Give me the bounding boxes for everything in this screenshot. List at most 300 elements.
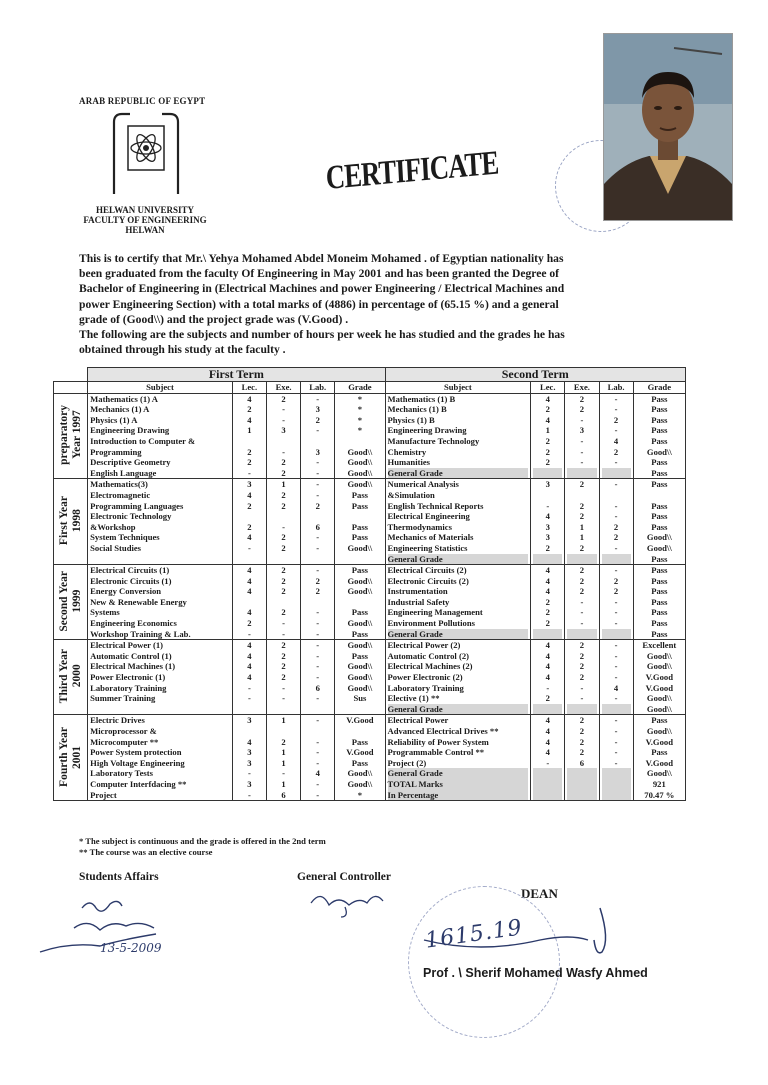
t2-subject-value: Electrical Machines (2) (387, 661, 473, 672)
t2-lec-cell (531, 715, 565, 801)
t2-lab-value: 2 (613, 414, 619, 425)
t1-lec-value: 2 (247, 500, 252, 511)
t2-subject-value: Manufacture Technology (387, 435, 480, 446)
t1-subject-value: Electronic Technology (90, 511, 172, 522)
t1-subject-value: Energy Conversion (90, 586, 162, 597)
t1-lab-value: 6 (315, 521, 320, 532)
t2-exe-value (567, 768, 596, 779)
t2-subject-cell (385, 565, 531, 640)
t1-grade-cell (335, 640, 385, 715)
t1-subject-cell (88, 479, 233, 565)
t2-subject-value: Electrical Circuits (2) (387, 565, 467, 576)
t2-exe-value (567, 704, 596, 715)
col-lec: Lec. (232, 382, 266, 394)
t1-grade-cell (335, 565, 385, 640)
t2-grade-value: Excellent (642, 640, 677, 651)
t1-lec-value: 4 (247, 565, 252, 576)
t1-lab-value: - (316, 532, 320, 543)
t2-exe-value: 2 (579, 650, 585, 661)
t1-grade-value (337, 511, 382, 522)
t2-lab-value (602, 554, 631, 565)
t1-lec-cell (232, 640, 266, 715)
t2-lec-value (533, 629, 562, 640)
t2-lab-value: - (614, 500, 618, 511)
t2-exe-value: 3 (579, 425, 585, 436)
t2-subject-value: Electrical Power (387, 715, 449, 726)
t2-lab-value: 2 (613, 446, 619, 457)
t1-grade-value: * (357, 425, 363, 436)
t2-lab-value: 2 (613, 586, 619, 597)
t1-exe-value: - (282, 414, 285, 425)
body-line-5: grade of (Good\\) and the project grade was (V.Good) . (79, 312, 349, 326)
second-term-header: Second Term (385, 368, 685, 382)
t2-grade-value: Pass (651, 457, 668, 468)
t2-subject-value: &Simulation (387, 489, 435, 500)
t2-lab-cell (599, 479, 633, 565)
t1-lec-value (235, 511, 264, 522)
t1-subject-value: Introduction to Computer & (90, 435, 196, 446)
t2-lab-value (602, 704, 631, 715)
t2-exe-value (567, 779, 596, 790)
t2-grade-value: Pass (651, 521, 668, 532)
t2-subject-cell (385, 393, 531, 479)
year-label-cell (54, 393, 88, 479)
t2-lec-value: 4 (545, 650, 550, 661)
t2-grade-cell (633, 479, 685, 565)
t1-exe-value: 2 (281, 489, 286, 500)
t2-grade-value: Pass (651, 479, 668, 490)
t1-exe-value: 3 (281, 425, 286, 436)
t2-subject-value: Project (2) (387, 757, 427, 768)
footnote-continuous: * The subject is continuous and the grade is offered in the 2nd term (79, 836, 326, 846)
t2-lab-value: 2 (613, 521, 619, 532)
year-row (54, 715, 686, 801)
t2-lab-value (602, 779, 631, 790)
t1-exe-value: 1 (281, 757, 286, 768)
t1-lec-value: 4 (247, 640, 252, 651)
t2-grade-value: Pass (651, 586, 668, 597)
t1-grade-value: Good\\ (347, 661, 373, 672)
t1-grade-value (337, 436, 382, 447)
t2-lec-value (533, 790, 562, 801)
t1-lec-value (235, 726, 264, 737)
t2-lab-value: - (614, 747, 618, 758)
t2-subject-value: Electrical Power (2) (387, 640, 461, 651)
t1-subject-value: Programming (90, 446, 142, 457)
t2-lec-value: 4 (545, 715, 550, 726)
t2-exe-value: - (580, 457, 584, 468)
t1-subject-value: Electronic Circuits (1) (90, 575, 172, 586)
t1-lab-value: 6 (315, 682, 320, 693)
t2-subject-value: Automatic Control (2) (387, 650, 469, 661)
t1-grade-value: Good\\ (347, 672, 373, 683)
t2-subject-value: Programmable Control ** (387, 747, 485, 758)
t2-lec-cell (531, 393, 565, 479)
year-row (54, 565, 686, 640)
t2-lec-value: - (546, 757, 550, 768)
t1-exe-cell (266, 640, 300, 715)
t2-lec-value: 4 (545, 672, 550, 683)
t1-lab-value: - (316, 628, 320, 639)
t1-subject-value: Systems (90, 607, 120, 618)
col-lab-2: Lab. (599, 382, 633, 394)
t1-lab-value: 3 (315, 404, 320, 415)
university-logo (108, 112, 184, 196)
year-label-cell (54, 565, 88, 640)
t2-exe-value: - (580, 435, 584, 446)
t2-grade-value: V.Good (645, 757, 673, 768)
certification-paragraph (79, 251, 691, 357)
t1-lab-value: - (316, 715, 320, 726)
t1-lec-value (235, 597, 264, 608)
t2-lec-value: 2 (545, 596, 550, 607)
t1-exe-value: - (282, 768, 285, 779)
t2-subject-value: Power Electronic (2) (387, 672, 463, 683)
t1-subject-value: Summer Training (90, 693, 156, 704)
t2-subject-value: Physics (1) B (387, 414, 435, 425)
t2-lec-value: 4 (545, 747, 550, 758)
t2-exe-value (567, 790, 596, 801)
t1-subject-value: Programming Languages (90, 500, 184, 511)
t2-grade-value: 70.47 % (644, 789, 675, 800)
t1-exe-value: 2 (281, 500, 286, 511)
t1-lec-value: 4 (247, 414, 252, 425)
t2-exe-value: - (580, 607, 584, 618)
t2-lab-value: - (614, 511, 618, 522)
t2-subject-value: General Grade (388, 468, 529, 479)
t1-lec-value: 4 (247, 575, 252, 586)
t2-grade-value: Pass (651, 715, 668, 726)
t1-lec-value: 2 (247, 404, 252, 415)
t2-lec-value: 4 (545, 640, 550, 651)
t2-subject-value: Engineering Management (387, 607, 483, 618)
t2-grade-value: Pass (651, 425, 668, 436)
t2-lab-value: - (614, 693, 618, 704)
t2-exe-cell (565, 565, 599, 640)
t1-exe-value: 2 (281, 457, 286, 468)
t1-subject-value: System Techniques (90, 532, 160, 543)
t1-subject-value: English Language (90, 467, 157, 478)
t2-subject-value: General Grade (388, 768, 529, 779)
body-line-3: Bachelor of Engineering in (Electrical Machines and power Engineering / Electrical Machines and (79, 282, 565, 296)
t1-lec-cell (232, 715, 266, 801)
t2-lec-value: 3 (545, 479, 550, 490)
body-line-2: been graduated from the faculty Of Engineering in May 2001 and has been granted the Degree of (79, 267, 560, 281)
t2-grade-value (636, 490, 683, 501)
body-line-6: The following are the subjects and number of hours per week he has studied and the grades he has (79, 328, 565, 342)
t2-subject-value: General Grade (388, 704, 529, 715)
first-term-header: First Term (88, 368, 385, 382)
t2-exe-value: 6 (579, 757, 585, 768)
t2-grade-value: V.Good (645, 736, 673, 747)
t1-grade-value: * (357, 414, 363, 425)
t2-subject-value: Thermodynamics (387, 521, 452, 532)
t2-grade-value: Good\\ (646, 650, 672, 661)
t2-lab-value (602, 490, 631, 501)
t1-lab-value (303, 597, 332, 608)
t2-grade-cell (633, 393, 685, 479)
t2-grade-value: Pass (651, 414, 668, 425)
t2-lec-value (533, 554, 562, 565)
t2-lab-value: - (614, 661, 618, 672)
t2-grade-value: V.Good (645, 682, 673, 693)
t1-lec-value: - (247, 542, 251, 553)
t2-subject-value: General Grade (388, 554, 529, 565)
t1-lab-cell (301, 565, 335, 640)
t2-lab-value: 4 (613, 435, 619, 446)
t2-subject-value: Numerical Analysis (387, 479, 459, 490)
t2-grade-value: Pass (651, 511, 668, 522)
t2-grade-value: Pass (651, 467, 668, 478)
t1-exe-value: - (282, 404, 285, 415)
t1-lab-value: - (316, 757, 320, 768)
t1-exe-value: 2 (281, 607, 286, 618)
t1-lec-value: 4 (247, 532, 252, 543)
t2-lab-value (602, 768, 631, 779)
t1-lec-value: 4 (247, 672, 252, 683)
t1-lab-value: 4 (315, 768, 320, 779)
t1-subject-value: Laboratory Training (90, 682, 167, 693)
t1-lab-cell (301, 640, 335, 715)
t2-lec-value (533, 704, 562, 715)
t2-lec-value: 2 (545, 446, 550, 457)
body-line-1: This is to certify that Mr.\ Yehya Mohamed Abdel Moneim Mohamed . of Egyptian nationality has (79, 252, 564, 265)
t2-grade-value: 921 (652, 778, 666, 789)
t2-subject-value: Elective (1) ** (387, 693, 440, 704)
t1-exe-value: 2 (281, 467, 286, 478)
t2-lec-value: 2 (545, 435, 550, 446)
t1-grade-value: V.Good (346, 715, 374, 726)
t1-lec-value: 4 (247, 586, 252, 597)
t2-grade-value: Good\\ (646, 703, 672, 714)
t2-lab-cell (599, 565, 633, 640)
t1-lab-value: - (316, 736, 320, 747)
t1-grade-value: Pass (351, 521, 369, 532)
t1-lec-value: - (247, 768, 251, 779)
t2-lec-value: 3 (545, 532, 550, 543)
t2-lab-value: - (614, 607, 618, 618)
t2-exe-value (567, 468, 596, 479)
certificate-title: CERTIFICATE (324, 144, 500, 197)
general-controller-label: General Controller (297, 871, 391, 883)
footnote-elective: ** The course was an elective course (79, 847, 213, 857)
year-label: Second Year 1999 (57, 570, 83, 632)
t1-exe-value: 2 (281, 586, 286, 597)
t2-exe-value (567, 629, 596, 640)
t2-exe-value: 2 (579, 747, 585, 758)
t1-exe-value: 2 (281, 542, 286, 553)
t1-subject-value: Microprocessor & (90, 726, 157, 736)
t2-exe-value: - (580, 618, 584, 629)
t2-subject-value: Humanities (387, 457, 431, 468)
student-photo (603, 33, 733, 221)
t2-exe-value: 2 (579, 736, 585, 747)
t1-lec-value: 3 (247, 715, 252, 726)
t2-lec-value: - (546, 682, 550, 693)
year-row (54, 640, 686, 715)
t1-lec-value: - (247, 467, 251, 478)
dean-signature-icon (420, 900, 650, 960)
dean-name: Prof . \ Sherif Mohamed Wasfy Ahmed (423, 966, 648, 980)
t1-lab-value: - (316, 467, 320, 478)
t1-grade-value: Good\\ (347, 575, 373, 586)
t2-grade-value: Good\\ (646, 532, 672, 543)
t2-subject-value: Laboratory Training (387, 682, 464, 693)
t2-lec-value: 3 (545, 521, 550, 532)
t1-exe-value: 2 (281, 736, 286, 747)
t2-exe-value: 2 (579, 393, 585, 404)
t1-lab-value: - (316, 778, 320, 789)
t2-subject-value: Electrical Engineering (387, 511, 470, 522)
t1-grade-value: Pass (351, 607, 369, 618)
t1-lec-value: 2 (247, 457, 252, 468)
t1-lab-value: - (316, 789, 320, 800)
t2-lab-value: - (614, 640, 618, 651)
t2-lec-value: 2 (545, 542, 550, 553)
t2-exe-value: 2 (579, 661, 585, 672)
t1-grade-value: Sus (353, 693, 367, 704)
t1-grade-value: Pass (351, 628, 369, 639)
t1-lab-value: - (316, 640, 320, 651)
body-line-4: power Engineering Section) with a total marks of (4886) in percentage of (65.15 %) and a general (79, 297, 559, 311)
t1-subject-cell (88, 393, 233, 479)
t2-grade-value: Good\\ (646, 542, 672, 553)
col-lec-2: Lec. (531, 382, 565, 394)
t2-lab-value: - (614, 542, 618, 553)
t1-subject-cell (88, 640, 233, 715)
t2-lec-value: 2 (545, 618, 550, 629)
t2-lab-value: 2 (613, 532, 619, 543)
t1-grade-value (337, 597, 382, 608)
t2-lec-cell (531, 565, 565, 640)
t1-subject-value: Electrical Circuits (1) (90, 565, 170, 576)
t1-exe-value (269, 436, 298, 447)
svg-text:13-5-2009: 13-5-2009 (100, 941, 162, 955)
t1-grade-value: V.Good (346, 747, 374, 758)
t1-exe-value: 2 (281, 393, 286, 404)
t2-exe-value (567, 490, 596, 501)
t1-grade-value (337, 726, 382, 737)
t2-subject-value: Mechanics of Materials (387, 532, 474, 543)
year-row (54, 393, 686, 479)
t2-subject-value: Chemistry (387, 446, 427, 457)
t2-lab-value: - (614, 457, 618, 468)
col-subject-2: Subject (385, 382, 531, 394)
students-affairs-label: Students Affairs (79, 871, 159, 883)
t1-exe-cell (266, 565, 300, 640)
t2-grade-value: Good\\ (646, 446, 672, 457)
t1-subject-value: Electrical Machines (1) (90, 661, 176, 672)
t2-lec-value: 4 (545, 565, 550, 576)
t2-subject-value: Mechanics (1) B (387, 404, 447, 415)
t2-exe-value: 2 (579, 404, 585, 415)
t1-grade-value: Good\\ (347, 640, 373, 651)
t2-exe-value: 2 (579, 542, 585, 553)
t1-lab-value: - (316, 650, 320, 661)
university-line-1: HELWAN UNIVERSITY (96, 205, 194, 215)
t1-lab-value: - (316, 661, 320, 672)
t2-lec-cell (531, 640, 565, 715)
t1-exe-value: 1 (281, 479, 286, 490)
t2-exe-value: 2 (579, 479, 585, 490)
t2-grade-value: Good\\ (646, 661, 672, 672)
t2-subject-value: Engineering Drawing (387, 425, 467, 436)
t1-exe-value: 2 (281, 672, 286, 683)
t1-lab-cell (301, 393, 335, 479)
t2-subject-value: Instrumentation (387, 586, 448, 597)
t2-lab-cell (599, 715, 633, 801)
t2-subject-value: Reliability of Power System (387, 736, 489, 747)
general-controller-signature-icon (305, 883, 395, 919)
t1-lab-value: - (316, 457, 320, 468)
university-block (70, 205, 220, 235)
col-grade-2: Grade (633, 382, 685, 394)
t1-subject-value: Microcomputer ** (90, 736, 159, 747)
t1-subject-value: New & Renewable Energy (90, 596, 187, 607)
t1-grade-value: Pass (351, 736, 369, 747)
t2-lab-value: - (614, 596, 618, 607)
t1-exe-value: - (282, 682, 285, 693)
t2-lec-value: 4 (545, 414, 550, 425)
t1-exe-cell (266, 715, 300, 801)
t1-subject-value: Power Electronic (1) (90, 672, 166, 683)
t2-grade-value: Pass (651, 596, 668, 607)
t1-lab-value: - (316, 693, 320, 704)
t2-subject-value: Engineering Statistics (387, 542, 468, 553)
t2-grade-value: Pass (651, 500, 668, 511)
t2-lab-value: - (614, 726, 618, 736)
t1-exe-value (269, 726, 298, 737)
t2-subject-value: In Percentage (388, 790, 529, 801)
t1-lec-value: 2 (247, 521, 252, 532)
t1-lab-value (303, 511, 332, 522)
t1-lab-value: - (316, 489, 320, 500)
t2-lec-value: 4 (545, 661, 550, 672)
t1-lec-value: 3 (247, 747, 252, 758)
t1-subject-value: Engineering Economics (90, 618, 177, 629)
t1-grade-value: Good\\ (347, 586, 373, 597)
t2-exe-value: 2 (579, 715, 585, 726)
t1-exe-value: 1 (281, 747, 286, 758)
t1-lec-value: - (247, 789, 251, 800)
t1-lab-value: 2 (315, 575, 320, 586)
col-grade: Grade (335, 382, 385, 394)
t2-exe-cell (565, 479, 599, 565)
t2-subject-value: General Grade (388, 629, 529, 640)
t2-grade-value: Good\\ (646, 768, 672, 779)
t2-exe-value: 2 (579, 726, 585, 736)
t1-subject-value: Physics (1) A (90, 414, 138, 425)
t1-lec-value: 4 (247, 393, 252, 404)
t1-grade-value: * (357, 404, 363, 415)
t1-grade-cell (335, 393, 385, 479)
stamp-number: 1615.19 (423, 915, 525, 954)
t2-exe-value: - (580, 446, 584, 457)
t2-lab-cell (599, 640, 633, 715)
t1-subject-cell (88, 565, 233, 640)
col-exe: Exe. (266, 382, 300, 394)
t1-grade-value: Good\\ (347, 768, 373, 779)
t2-lab-value: - (614, 672, 618, 683)
t1-lec-value: 4 (247, 607, 252, 618)
t2-grade-value: Pass (651, 618, 668, 629)
t2-lec-value: 2 (545, 457, 550, 468)
t2-subject-cell (385, 715, 531, 801)
t1-lec-value: 2 (247, 618, 252, 629)
t1-subject-value: Workshop Training & Lab. (90, 628, 191, 639)
t1-subject-value: Engineering Drawing (90, 425, 170, 436)
t1-exe-value (269, 511, 298, 522)
